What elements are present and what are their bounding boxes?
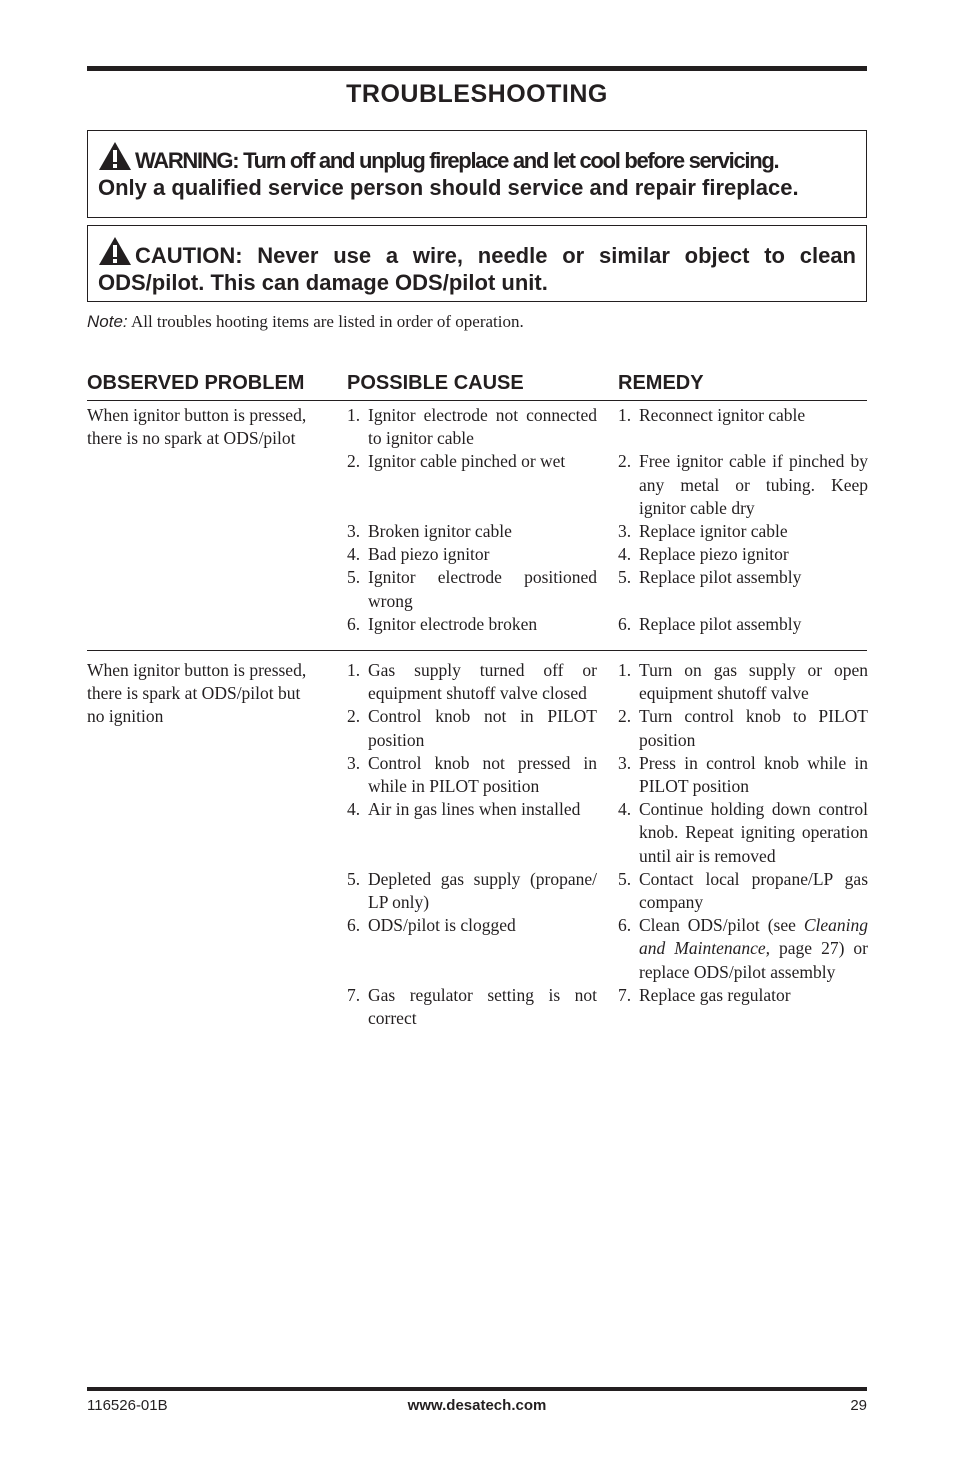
row-1-cause: [347, 404, 597, 636]
row-divider: [87, 650, 867, 651]
remedy-item-number: 4.: [618, 544, 632, 565]
row-1-remedy: [618, 404, 868, 636]
remedy-item: [618, 914, 868, 984]
remedy-item-text: Free ignitor cable if pinched by any metal or tubing. Keep ignitor cable dry: [639, 451, 868, 518]
cause-item-number: 5.: [347, 868, 361, 889]
note-label: Note:: [87, 312, 128, 331]
cause-item-number: 6.: [347, 613, 361, 634]
cause-item: [347, 613, 597, 636]
remedy-item-number: 3.: [618, 752, 632, 773]
remedy-item-number: 6.: [618, 915, 632, 936]
website-link[interactable]: www.desatech.com: [407, 1397, 547, 1414]
page-title: TROUBLESHOOTING: [346, 80, 608, 108]
remedy-item-number: 5.: [618, 868, 632, 889]
cause-item: [347, 566, 597, 612]
remedy-item-text: [639, 914, 868, 984]
cause-item-number: 7.: [347, 984, 361, 1005]
remedy-item: [618, 566, 868, 612]
row-2-remedy: [618, 659, 868, 1030]
remedy-item-text: Turn on gas supply or open equipment shutoff valve: [639, 660, 868, 704]
cause-item-number: 5.: [347, 567, 361, 588]
remedy-item-number: 6.: [618, 613, 632, 634]
cause-item: [347, 520, 597, 543]
cause-item-text: Gas regulator setting is not correct: [368, 984, 597, 1029]
cause-item-text: ODS/pilot is clogged: [368, 915, 516, 936]
remedy-text-part: page 27) or replace ODS/pilot assembly: [639, 938, 868, 982]
cause-item-text: Ignitor electrode broken: [368, 613, 538, 634]
remedy-item-text: Replace pilot assembly: [639, 613, 802, 634]
warning-line-2: Only a qualified service person should service and repair fireplace.: [98, 175, 799, 200]
remedy-item: [618, 450, 868, 520]
cause-item: [347, 543, 597, 566]
page-number: 29: [850, 1397, 867, 1414]
remedy-item-number: 2.: [618, 706, 632, 727]
header-rule: [87, 400, 867, 401]
remedy-item-text: Replace ignitor cable: [639, 521, 788, 541]
cause-item-text: Ignitor electrode not connected to ignitor cable: [368, 405, 597, 449]
header-remedy: REMEDY: [618, 372, 704, 394]
remedy-item: [618, 705, 868, 751]
remedy-item: [618, 613, 868, 636]
cause-item: [347, 404, 597, 450]
note: [87, 312, 524, 332]
cause-item-text: Gas supply turned off or equipment shutoff valve closed: [368, 660, 597, 704]
cause-item-number: 1.: [347, 405, 361, 425]
cause-item: [347, 752, 597, 798]
cause-item-number: 1.: [347, 660, 361, 680]
cause-item: [347, 984, 597, 1030]
remedy-item: [618, 543, 868, 566]
caution-icon: [98, 236, 132, 266]
remedy-item-number: 3.: [618, 521, 632, 541]
cause-item-number: 3.: [347, 752, 361, 773]
remedy-item-number: 7.: [618, 984, 632, 1005]
remedy-item: [618, 984, 868, 1030]
cause-item: [347, 914, 597, 984]
remedy-item-text: Continue holding down control knob. Repeat igniting operation until air is removed: [639, 799, 868, 866]
bottom-rule: [87, 1387, 867, 1391]
caution-box: [87, 225, 867, 302]
cause-item: [347, 705, 597, 751]
remedy-item: [618, 659, 868, 705]
manual-section-reference: Cleaning and Maintenance,: [639, 915, 868, 959]
cause-item: [347, 450, 597, 520]
remedy-item-number: 4.: [618, 799, 632, 820]
cause-item-text: Bad piezo ignitor: [368, 544, 490, 565]
remedy-item: [618, 798, 868, 868]
remedy-item-text: Press in control knob while in PILOT position: [639, 752, 868, 797]
cause-item-text: Depleted gas supply (propane/ LP only): [368, 868, 597, 913]
cause-item-number: 2.: [347, 451, 361, 472]
remedy-item-number: 5.: [618, 567, 632, 588]
remedy-item-number: 1.: [618, 660, 632, 680]
remedy-item-text: Replace piezo ignitor: [639, 544, 789, 565]
remedy-item: [618, 520, 868, 543]
cause-item-text: Broken ignitor cable: [368, 521, 512, 541]
cause-item-text: Air in gas lines when installed: [368, 799, 581, 820]
cause-item-text: Ignitor electrode positioned wrong: [368, 567, 597, 611]
cause-item: [347, 798, 597, 868]
remedy-item-text: Replace gas regulator: [639, 984, 791, 1005]
cause-item: [347, 868, 597, 914]
cause-item-text: Ignitor cable pinched or wet: [368, 451, 566, 472]
warning-box: [87, 130, 867, 218]
caution-line-1: CAUTION: Never use a wire, needle or similar object to clean: [135, 243, 856, 268]
doc-number: 116526-01B: [87, 1397, 168, 1414]
cause-item: [347, 659, 597, 705]
header-observed-problem: OBSERVED PROBLEM: [87, 372, 305, 394]
header-possible-cause: POSSIBLE CAUSE: [347, 372, 524, 394]
warning-icon: [98, 141, 132, 171]
note-text: All troubles hooting items are listed in order of operation.: [127, 312, 524, 331]
cause-item-number: 3.: [347, 521, 361, 541]
remedy-item-text: Turn control knob to PILOT position: [639, 706, 868, 750]
cause-item-number: 4.: [347, 799, 361, 820]
remedy-item: [618, 404, 868, 450]
remedy-item-number: 1.: [618, 405, 632, 425]
cause-item-text: Control knob not pressed in while in PILOT position: [368, 752, 597, 797]
remedy-item: [618, 752, 868, 798]
remedy-text-part: Clean ODS/pilot (see: [639, 915, 804, 936]
cause-item-number: 4.: [347, 544, 361, 565]
remedy-item-text: Contact local propane/LP gas company: [639, 868, 868, 913]
remedy-item: [618, 868, 868, 914]
warning-line-1: WARNING: Turn off and unplug fireplace and let cool before servicing.: [135, 148, 779, 173]
row-1-problem: When ignitor button is pressed, there is no spark at ODS/pilot: [87, 405, 307, 449]
remedy-item-text: Replace pilot assembly: [639, 567, 802, 588]
cause-item-number: 2.: [347, 706, 361, 727]
cause-item-number: 6.: [347, 915, 361, 936]
cause-item-text: Control knob not in PILOT position: [368, 706, 597, 750]
remedy-item-number: 2.: [618, 451, 632, 472]
row-2-cause: [347, 659, 597, 1030]
top-rule: [87, 66, 867, 71]
row-2-problem: When ignitor button is pressed, there is spark at ODS/pilot but no ignition: [87, 660, 307, 727]
remedy-item-text: Reconnect ignitor cable: [639, 405, 806, 425]
caution-line-2: ODS/pilot. This can damage ODS/pilot unit.: [98, 270, 548, 295]
